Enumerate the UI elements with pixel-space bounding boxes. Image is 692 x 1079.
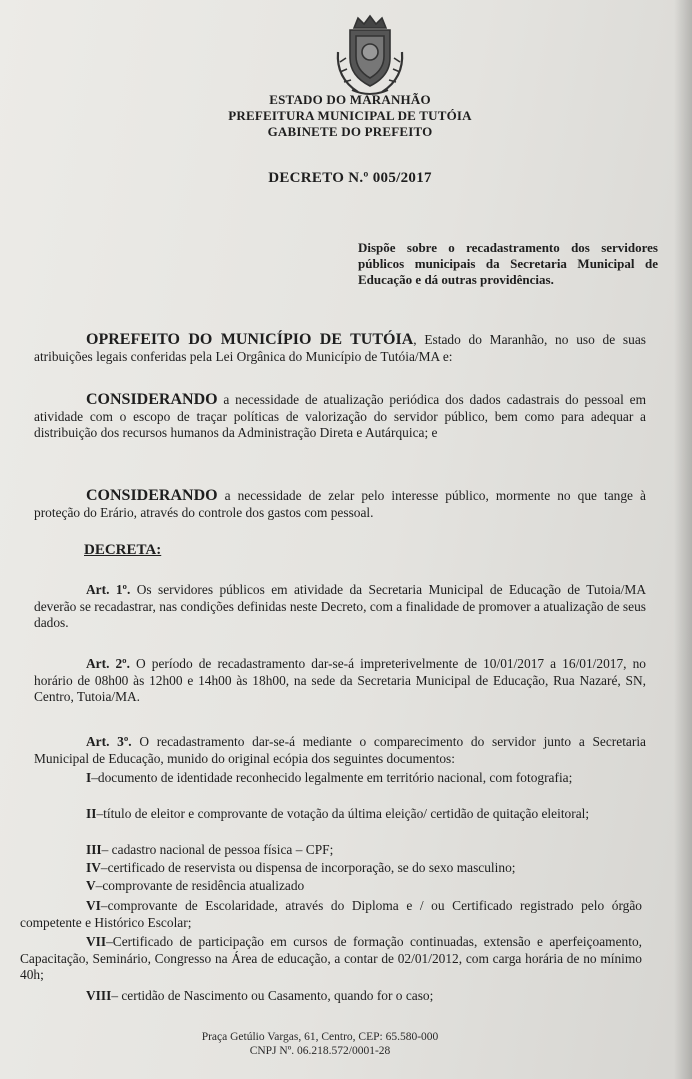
article-1-label: Art. 1º. bbox=[86, 582, 131, 597]
footer-cnpj: CNPJ Nº. 06.218.572/0001-28 bbox=[249, 1045, 391, 1057]
list-item-text: –Certificado de participação em cursos de formação continuadas, extensão e aperfeiçoamento, Capacitação, Seminário, Congresso na Área de educação, a contar de 02/01/2012, com carga horária de no mínimo 40h; bbox=[20, 934, 642, 982]
list-item-text: –certificado de reservista ou dispensa de incorporação, se do sexo masculino; bbox=[100, 860, 516, 875]
list-item-V bbox=[20, 878, 642, 895]
list-item-VIII bbox=[20, 988, 642, 1005]
list-item-text: –título de eleitor e comprovante de votação da última eleição/ certidão de quitação eleitoral; bbox=[96, 806, 590, 821]
list-item-text: –comprovante de Escolaridade, através do Diploma e / ou Certificado registrado pelo órgão competente e Histórico Escolar; bbox=[20, 898, 642, 930]
footer-address: Praça Getúlio Vargas, 61, Centro, CEP: 65.580-000 bbox=[201, 1031, 439, 1043]
considerando-paragraph-2 bbox=[34, 488, 646, 521]
list-item-label: VI bbox=[86, 898, 101, 913]
article-2-label: Art. 2º. bbox=[86, 656, 130, 671]
list-item-label: I bbox=[86, 770, 92, 785]
article-1 bbox=[34, 582, 646, 632]
article-2 bbox=[34, 656, 646, 706]
list-item-label: VIII bbox=[86, 988, 112, 1003]
article-2-text: O período de recadastramento dar-se-á impreterivelmente de 10/01/2017 a 16/01/2017, no horário de 08h00 às 12h00 e 14h00 às 18h00, na sede da Secretaria Municipal de Educação, Rua Nazaré, SN, Centro, Tutoia/MA. bbox=[34, 656, 646, 704]
considerando-text-1: a necessidade de atualização periódica dos dados cadastrais do pessoal em atividade com o escopo de traçar políticas de valorização do servidor público, bem como para adequar a distribuição dos recursos humanos da Administração Direta e Autárquica; e bbox=[34, 392, 646, 440]
list-item-VI bbox=[20, 898, 642, 931]
decree-title: DECRETO N.º 005/2017 bbox=[268, 170, 432, 186]
page-edge-shadow bbox=[674, 0, 692, 1079]
considerando-text-2: a necessidade de zelar pelo interesse público, mormente no que tange à proteção do Erário, através do controle dos gastos com pessoal. bbox=[34, 488, 646, 520]
ementa: Dispõe sobre o recadastramento dos servidores públicos municipais da Secretaria Municipal de Educação e dá outras providências. bbox=[358, 240, 658, 287]
header-office: GABINETE DO PREFEITO bbox=[267, 124, 433, 139]
list-item-label: VII bbox=[86, 934, 107, 949]
list-item-III bbox=[20, 842, 642, 859]
article-1-text: Os servidores públicos em atividade da Secretaria Municipal de Educação de Tutoia/MA deverão se recadastrar, nas condições definidas neste Decreto, com a finalidade de promover a atualização de seus dados. bbox=[34, 582, 646, 630]
considerando-lead-1: CONSIDERANDO bbox=[86, 391, 218, 408]
preamble-lead: OPREFEITO DO MUNICÍPIO DE TUTÓIA bbox=[86, 331, 414, 348]
article-3-text: O recadastramento dar-se-á mediante o comparecimento do servidor junto a Secretaria Municipal de Educação, munido do original ecópia dos seguintes documentos: bbox=[34, 734, 647, 766]
list-item-text: –documento de identidade reconhecido legalmente em território nacional, com fotografia; bbox=[91, 770, 573, 785]
coat-of-arms-icon bbox=[330, 12, 410, 98]
list-item-text: – cadastro nacional de pessoa física – CPF; bbox=[101, 842, 334, 857]
list-item-text: –comprovante de residência atualizado bbox=[95, 878, 305, 893]
list-item-label: V bbox=[86, 878, 96, 893]
list-item-II bbox=[20, 806, 642, 823]
list-item-VII bbox=[20, 934, 642, 984]
considerando-lead-2: CONSIDERANDO bbox=[86, 487, 218, 504]
list-item-text: – certidão de Nascimento ou Casamento, quando for o caso; bbox=[111, 988, 434, 1003]
list-item-label: II bbox=[86, 806, 97, 821]
header-state: ESTADO DO MARANHÃO bbox=[269, 92, 431, 107]
considerando-paragraph-1 bbox=[34, 392, 646, 442]
header-prefecture: PREFEITURA MUNICIPAL DE TUTÓIA bbox=[228, 108, 472, 123]
list-item-I bbox=[20, 770, 642, 787]
list-item-label: III bbox=[86, 842, 102, 857]
article-3-label: Art. 3º. bbox=[86, 734, 132, 749]
decreta-heading: DECRETA: bbox=[84, 542, 162, 558]
article-3 bbox=[34, 734, 646, 767]
list-item-label: IV bbox=[86, 860, 101, 875]
preamble-text: , Estado do Maranhão, no uso de suas atribuições legais conferidas pela Lei Orgânica do Município de Tutóia/MA e: bbox=[34, 332, 646, 364]
list-item-IV bbox=[20, 860, 642, 877]
preamble-paragraph bbox=[34, 332, 646, 365]
